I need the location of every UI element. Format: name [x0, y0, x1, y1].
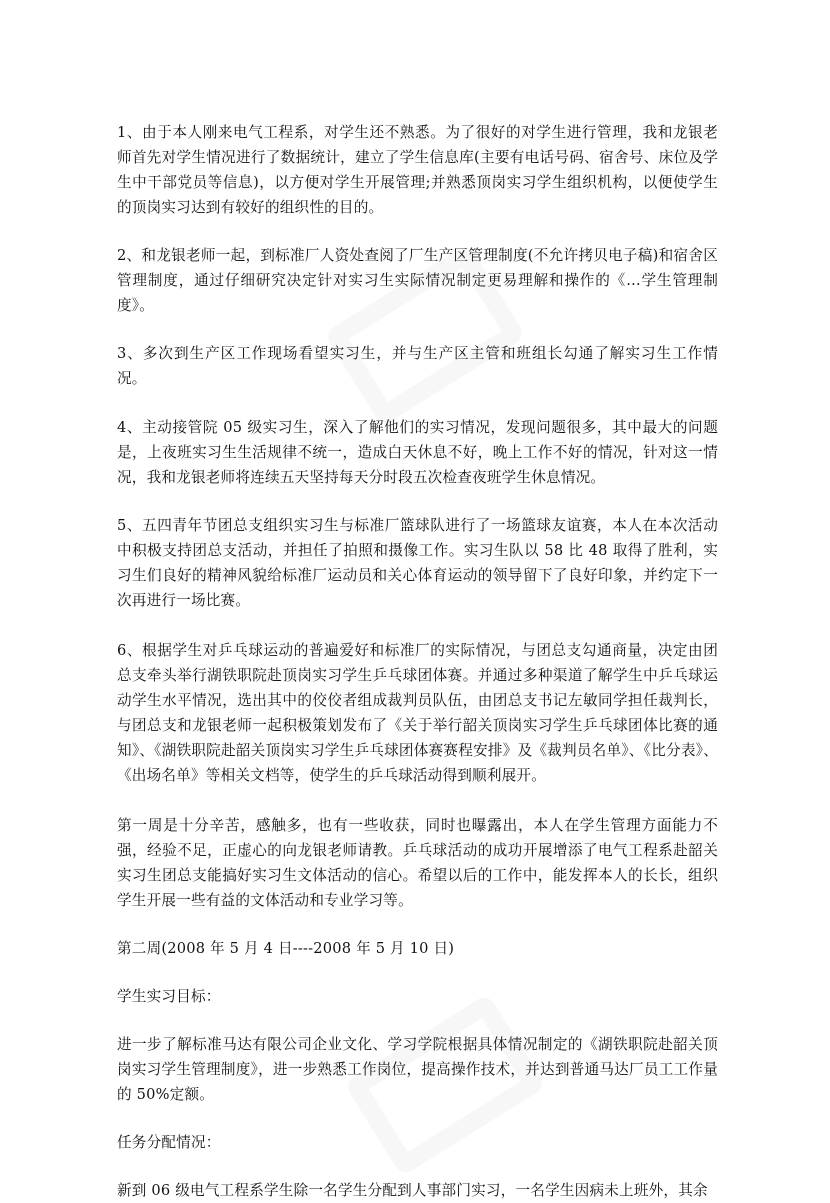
- task-assignment-text: 新到 06 级电气工程系学生除一名学生分配到人事部门实习，一名学生因病未上班外，其余: [117, 1182, 708, 1199]
- paragraph-item-6: 6、根据学生对乒乓球运动的普遍爱好和标准厂的实际情况，与团总支勾通商量，决定由团总支牵头举行湖铁职院赴顶岗实习学生乒乓球团体赛。并通过多种渠道了解学生中乒乓球运动学生水平情况，选出其中的佼佼者组成裁判员队伍，由团总支书记左敏同学担任裁判长，与团总支和龙银老师一起积极策划发布了《关于举行韶关顶岗实习学生乒乓球团体比赛的通知》、《湖铁职院赴韶关顶岗实习学生乒乓球团体赛赛程安排》及《裁判员名单》、《比分表》、《出场名单》等相关文档等，使学生的乒乓球活动得到顺利展开。: [117, 642, 718, 784]
- paragraph-item-3: 3、多次到生产区工作现场看望实习生，并与生产区主管和班组长勾通了解实习生工作情况。: [117, 345, 718, 387]
- paragraph-item-4: 4、主动接管院 05 级实习生，深入了解他们的实习情况，发现问题很多，其中最大的问题是，上夜班实习生生活规律不统一，造成白天休息不好，晚上工作不好的情况，针对这一情况，我和龙银老师将连续五天坚持每天分时段五次检查夜班学生休息情况。: [117, 419, 718, 486]
- paragraph-week-summary: 第一周是十分辛苦，感触多，也有一些收获，同时也曝露出，本人在学生管理方面能力不强，经验不足，正虚心的向龙银老师请教。乒乓球活动的成功开展增添了电气工程系赴韶关实习生团总支能搞好实习生文体活动的信心。希望以后的工作中，能发挥本人的长长，组织学生开展一些有益的文体活动和专业学习等。: [117, 817, 718, 909]
- paragraph-item-2: 2、和龙银老师一起，到标准厂人资处查阅了厂生产区管理制度(不允许拷贝电子稿)和宿舍区管理制度，通过仔细研究决定针对实习生实际情况制定更易理解和操作的《…学生管理制度》。: [117, 247, 718, 314]
- task-assignment-label: 任务分配情况：: [117, 1134, 221, 1151]
- week2-heading: 第二周(2008 年 5 月 4 日----2008 年 5 月 10 日): [117, 940, 455, 957]
- student-goal-label: 学生实习目标：: [117, 988, 221, 1005]
- paragraph-item-1: 1、由于本人刚来电气工程系，对学生还不熟悉。为了很好的对学生进行管理，我和龙银老师首先对学生情况进行了数据统计，建立了学生信息库(主要有电话号码、宿舍号、床位及学生中干部党员等信息)，以方便对学生开展管理;并熟悉顶岗实习学生组织机构，以便使学生的顶岗实习达到有较好的组织性的目的。: [117, 124, 718, 216]
- paragraph-item-5: 5、五四青年节团总支组织实习生与标准厂篮球队进行了一场篮球友谊赛，本人在本次活动中积极支持团总支活动，并担任了拍照和摄像工作。实习生队以 58 比 48 取得了胜利，实习生们良好的精神风貌给标准厂运动员和关心体育运动的领导留下了良好印象，并约定下一次再进行一场比赛。: [117, 517, 718, 609]
- student-goal-text: 进一步了解标准马达有限公司企业文化、学习学院根据具体情况制定的《湖铁职院赴韶关顶岗实习学生管理制度》，进一步熟悉工作岗位，提高操作技术，并达到普通马达厂员工工作量的 50%定额。: [117, 1036, 718, 1103]
